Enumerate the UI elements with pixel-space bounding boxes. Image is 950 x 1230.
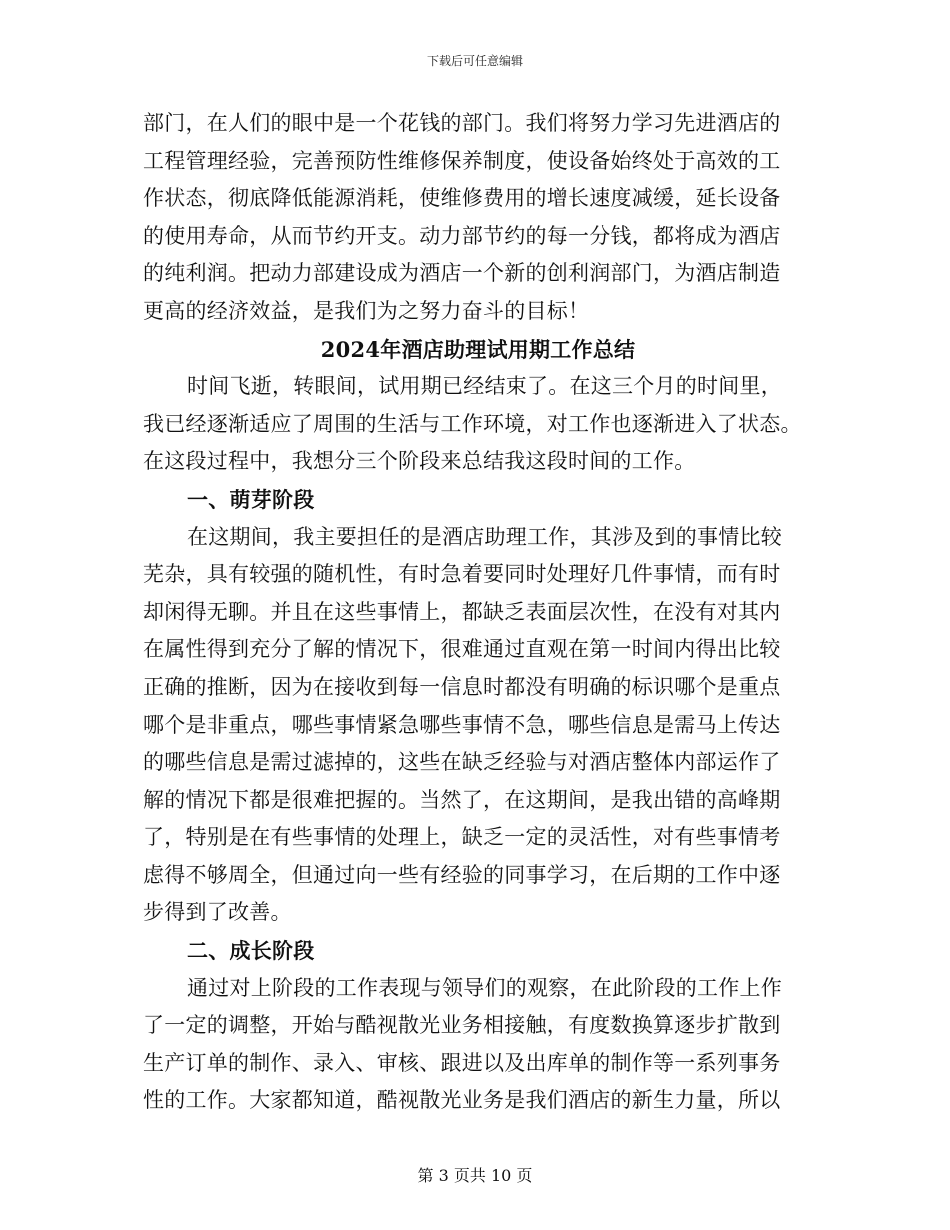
paragraph-line: 正确的推断，因为在接收到每一信息时都没有明确的标识哪个是重点	[143, 674, 781, 699]
page-header: 下载后可任意编辑	[426, 54, 523, 68]
paragraph-line: 在这期间，我主要担任的是酒店助理工作，其涉及到的事情比较	[187, 524, 782, 549]
paragraph-line: 性的工作。大家都知道，酷视散光业务是我们酒店的新生力量，所以	[143, 1088, 781, 1113]
paragraph-line: 工程管理经验，完善预防性维修保养制度，使设备始终处于高效的工	[143, 148, 781, 173]
paragraph-line: 却闲得无聊。并且在这些事情上，都缺乏表面层次性，在没有对其内	[143, 599, 781, 624]
paragraph-line: 的纯利润。把动力部建设成为酒店一个新的创利润部门，为酒店制造	[143, 261, 781, 286]
paragraph-line: 步得到了改善。	[143, 900, 292, 925]
paragraph-line: 在属性得到充分了解的情况下，很难通过直观在第一时间内得出比较	[143, 637, 781, 662]
paragraph-line: 了，特别是在有些事情的处理上，缺乏一定的灵活性，对有些事情考	[143, 825, 781, 850]
paragraph-line: 哪个是非重点，哪些事情紧急哪些事情不急，哪些信息是需马上传达	[143, 712, 781, 737]
paragraph-line: 了一定的调整，开始与酷视散光业务相接触，有度数换算逐步扩散到	[143, 1013, 781, 1038]
paragraph-line: 部门，在人们的眼中是一个花钱的部门。我们将努力学习先进酒店的	[143, 111, 781, 135]
paragraph-line: 的使用寿命，从而节约开支。动力部节约的每一分钱，都将成为酒店	[143, 223, 781, 248]
section-heading: 二、成长阶段	[187, 938, 315, 964]
paragraph-line: 芜杂，具有较强的随机性，有时急着要同时处理好几件事情，而有时	[143, 562, 781, 587]
paragraph-line: 虑得不够周全，但通过向一些有经验的同事学习，在后期的工作中逐	[143, 862, 781, 887]
paragraph-line: 时间飞逝，转眼间，试用期已经结束了。在这三个月的时间里，	[187, 374, 782, 399]
document-title: 2024年酒店助理试用期工作总结	[320, 336, 636, 362]
document-body	[143, 105, 813, 1120]
paragraph-line: 的哪些信息是需过滤掉的，这些在缺乏经验与对酒店整体内部运作了	[143, 750, 781, 775]
paragraph-line: 通过对上阶段的工作表现与领导们的观察，在此阶段的工作上作	[187, 975, 782, 1000]
paragraph-line: 在这段过程中，我想分三个阶段来总结我这段时间的工作。	[143, 449, 696, 474]
page-number: 第 3 页共 10 页	[417, 1166, 533, 1185]
paragraph-line: 我已经逐渐适应了周围的生活与工作环境，对工作也逐渐进入了状态。	[143, 411, 802, 436]
paragraph-line: 更高的经济效益，是我们为之努力奋斗的目标！	[143, 298, 590, 323]
section-heading: 一、萌芽阶段	[187, 486, 315, 512]
paragraph-line: 解的情况下都是很难把握的。当然了，在这期间，是我出错的高峰期	[143, 787, 781, 812]
paragraph-line: 生产订单的制作、录入、审核、跟进以及出库单的制作等一系列事务	[143, 1050, 781, 1075]
paragraph-line: 作状态，彻底降低能源消耗，使维修费用的增长速度减缓，延长设备	[143, 186, 781, 211]
